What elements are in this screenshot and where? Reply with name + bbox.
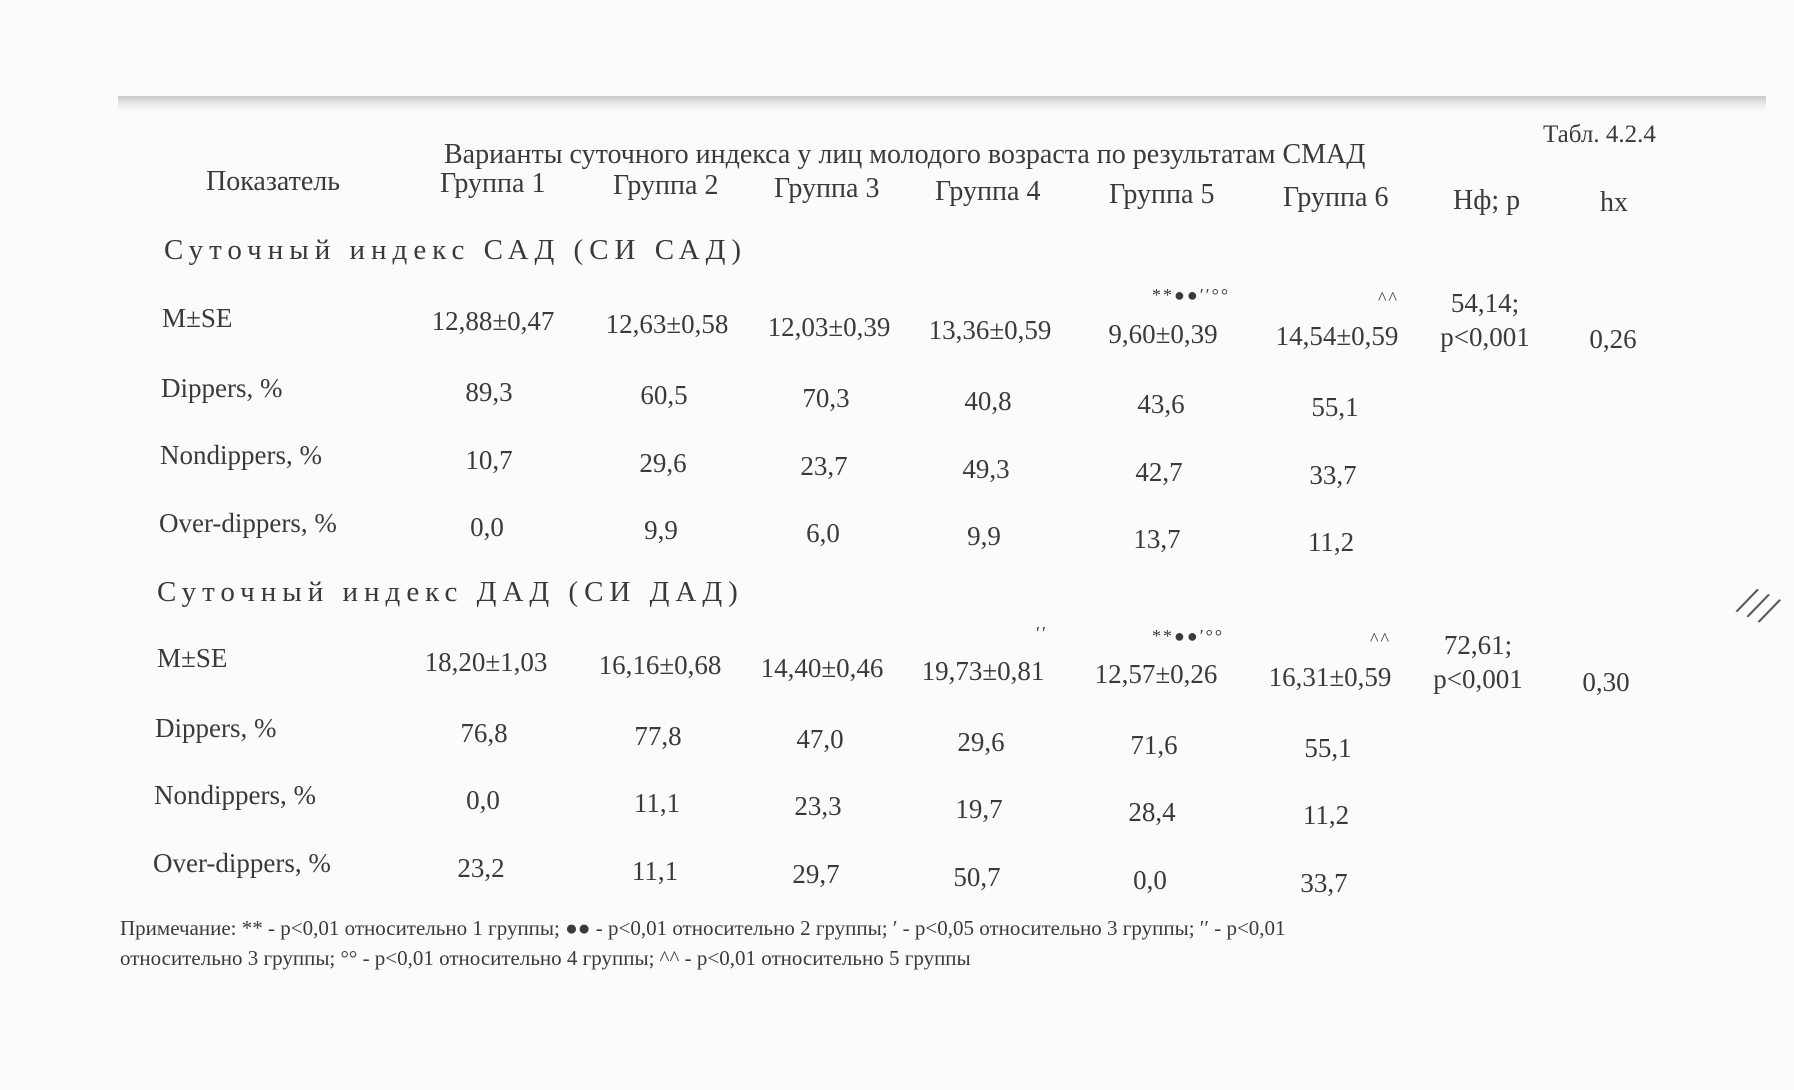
- table-cell: 0,0: [470, 512, 504, 542]
- row-label: M±SE: [162, 303, 233, 333]
- significance-mark: **●●′°°: [1152, 626, 1225, 646]
- table-cell: 11,1: [631, 856, 679, 886]
- table-cell: 60,5: [640, 380, 688, 410]
- table-cell: 11,2: [1307, 527, 1355, 557]
- table-cell: 12,57±0,26: [1094, 659, 1218, 689]
- table-cell: 12,63±0,58: [605, 309, 729, 339]
- table-cell-nf: p<0,001: [1440, 322, 1530, 352]
- col-header-nf: Нф; р: [1453, 185, 1521, 216]
- table-cell: 70,3: [802, 383, 850, 413]
- table-cell: 14,40±0,46: [760, 653, 884, 683]
- table-number: Табл. 4.2.4: [1543, 121, 1656, 148]
- table-cell: 9,9: [967, 521, 1001, 551]
- table-cell: 77,8: [634, 721, 682, 751]
- col-header-indicator: Показатель: [206, 166, 340, 197]
- col-header-group6: Группа 6: [1283, 182, 1389, 213]
- table-cell: 40,8: [964, 386, 1012, 416]
- table-cell: 6,0: [806, 518, 840, 548]
- significance-mark: ′′: [1036, 623, 1048, 643]
- table-cell: 12,03±0,39: [767, 312, 891, 342]
- table-cell-nf: p<0,001: [1433, 664, 1523, 694]
- table-cell: 76,8: [460, 718, 508, 748]
- table-cell: 49,3: [962, 454, 1010, 484]
- row-label: Dippers, %: [155, 713, 277, 743]
- table-cell: 19,73±0,81: [921, 656, 1045, 686]
- row-label: Over-dippers, %: [159, 508, 337, 538]
- table-cell: 18,20±1,03: [424, 647, 548, 677]
- table-cell: 33,7: [1309, 460, 1357, 490]
- table-cell: 28,4: [1128, 797, 1176, 827]
- significance-mark: ^^: [1370, 629, 1391, 649]
- col-header-group5: Группа 5: [1109, 179, 1215, 210]
- table-cell: 12,88±0,47: [431, 306, 555, 336]
- row-label: Dippers, %: [161, 373, 283, 403]
- table-cell: 55,1: [1304, 733, 1352, 763]
- table-cell-nf: 54,14;: [1450, 288, 1520, 318]
- col-header-group2: Группа 2: [613, 170, 719, 201]
- table-cell: 23,3: [794, 791, 842, 821]
- table-cell-nf: 72,61;: [1443, 630, 1513, 660]
- row-label: M±SE: [157, 643, 228, 673]
- table-cell: 29,6: [639, 448, 687, 478]
- table-title: Варианты суточного индекса у лиц молодого возраста по результатам СМАД: [444, 139, 1366, 170]
- table-cell: 71,6: [1130, 730, 1178, 760]
- significance-mark: **●●′′°°: [1152, 285, 1231, 305]
- table-cell: 16,16±0,68: [598, 650, 722, 680]
- footnote-line-1: Примечание: ** - р<0,01 относительно 1 группы; ●● - р<0,01 относительно 2 группы; ′ - р<0,05 относительно 3 группы; ′′ - р<0,01: [120, 916, 1286, 940]
- col-header-group1: Группа 1: [440, 168, 546, 199]
- table-cell: 0,0: [466, 785, 500, 815]
- row-label: Over-dippers, %: [153, 848, 331, 878]
- page-edge: [118, 96, 1766, 112]
- table-cell: 19,7: [955, 794, 1003, 824]
- table-cell: 33,7: [1300, 868, 1348, 898]
- table-cell: 11,1: [633, 788, 681, 818]
- table-cell: 9,9: [644, 515, 678, 545]
- table-cell: 29,7: [792, 859, 840, 889]
- table-cell: 42,7: [1135, 457, 1183, 487]
- table-cell: 89,3: [465, 377, 513, 407]
- footnote-line-2: относительно 3 группы; °° - р<0,01 относительно 4 группы; ^^ - р<0,01 относительно 5 группы: [120, 946, 971, 970]
- table-cell: 29,6: [957, 727, 1005, 757]
- table-cell: 23,2: [457, 853, 505, 883]
- table-cell: 13,36±0,59: [928, 315, 1052, 345]
- table-cell: 0,0: [1133, 865, 1167, 895]
- col-header-hx: hx: [1600, 187, 1628, 218]
- table-cell: 47,0: [796, 724, 844, 754]
- table-cell: 23,7: [800, 451, 848, 481]
- table-cell: 11,2: [1302, 800, 1350, 830]
- table-cell: 9,60±0,39: [1108, 319, 1218, 349]
- table-cell: 16,31±0,59: [1268, 662, 1392, 692]
- significance-mark: ^^: [1378, 288, 1399, 308]
- table-cell-hx: 0,30: [1582, 667, 1630, 697]
- section-title-sad: Суточный индекс САД (СИ САД): [164, 234, 748, 266]
- table-cell: 43,6: [1137, 389, 1185, 419]
- row-label: Nondippers, %: [154, 780, 316, 810]
- row-label: Nondippers, %: [160, 440, 322, 470]
- table-cell-hx: 0,26: [1589, 324, 1637, 354]
- table-cell: 55,1: [1311, 392, 1359, 422]
- table-cell: 13,7: [1133, 524, 1181, 554]
- table-cell: 10,7: [465, 445, 513, 475]
- col-header-group4: Группа 4: [935, 176, 1041, 207]
- table-cell: 14,54±0,59: [1275, 321, 1399, 351]
- col-header-group3: Группа 3: [774, 173, 880, 204]
- section-title-dad: Суточный индекс ДАД (СИ ДАД): [157, 576, 744, 608]
- margin-pencil-mark: ///: [1731, 575, 1786, 636]
- table-cell: 50,7: [953, 862, 1001, 892]
